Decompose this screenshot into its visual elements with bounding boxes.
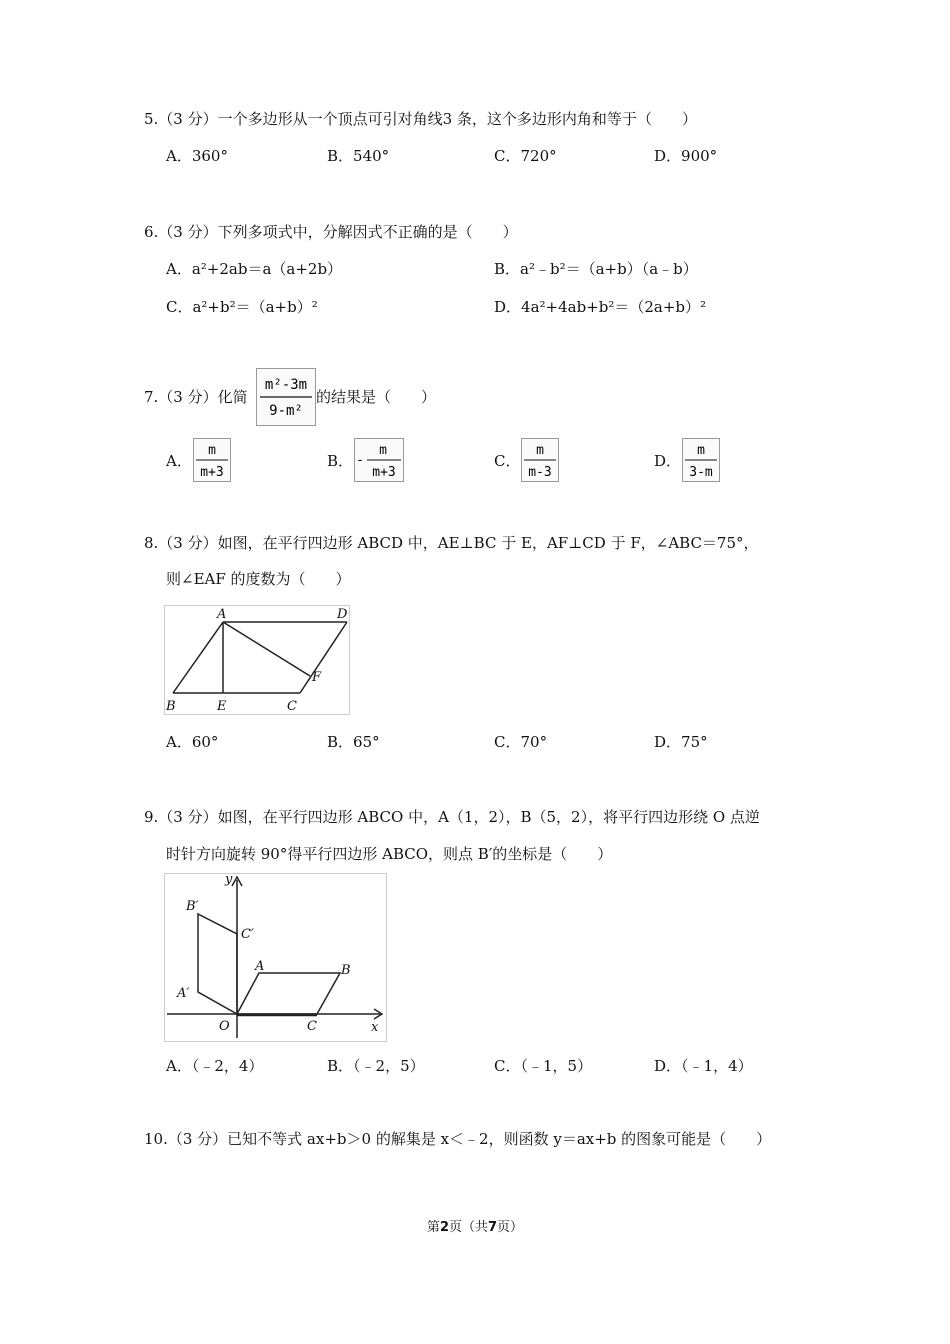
q9-stem-line1: 9.（3 分）如图，在平行四边形 ABCO 中，A（1，2），B（5，2），将平行四边形绕 O 点逆 (144, 808, 760, 826)
q7-option-c-fraction (521, 438, 559, 482)
q9-figure-svg (165, 874, 386, 1041)
q9-label-c: C (307, 1019, 317, 1034)
q6-option-b: B．a²﹣b²＝（a+b）（a﹣b） (494, 260, 698, 278)
q5-option-c: C．720° (494, 147, 557, 165)
q7-option-a-letter: A． (166, 452, 192, 470)
q7-option-d-num: m (697, 443, 705, 458)
q7-expr-den: 9-m² (269, 403, 303, 419)
q9-label-c-prime: C′ (241, 927, 254, 942)
q6-stem: 6.（3 分）下列多项式中，分解因式不正确的是（ ） (144, 223, 518, 241)
q8-stem-line2: 则∠EAF 的度数为（ ） (166, 570, 351, 588)
footer-suffix: 页） (497, 1220, 524, 1235)
footer-prefix: 第 (426, 1220, 440, 1235)
footer-page-number: 2 (439, 1220, 449, 1235)
q9-label-a: A (255, 959, 265, 974)
q9-rotation-figure (164, 873, 387, 1042)
q7-stem-before: 7.（3 分）化简 (144, 388, 248, 406)
q9-parallelogram-rotated (198, 914, 237, 1014)
q8-label-b: B (166, 699, 176, 714)
q7-option-a-den: m+3 (200, 465, 224, 480)
q8-side-ab (173, 622, 223, 693)
q7-option-d-den: 3-m (689, 465, 713, 480)
q9-option-a: A．（﹣2，4） (166, 1057, 264, 1075)
q8-label-a: A (217, 607, 227, 622)
q9-label-b: B (341, 963, 351, 978)
q8-label-f: F (312, 670, 322, 685)
q6-option-a: A．a²+2ab＝a（a+2b） (166, 260, 343, 278)
q8-figure-svg (165, 606, 349, 714)
q7-option-b-den: m+3 (372, 465, 396, 480)
q5-option-b: B．540° (327, 147, 390, 165)
q9-option-b: B．（﹣2，5） (327, 1057, 425, 1075)
q7-option-c-letter: C． (494, 452, 521, 470)
q9-label-a-prime: A′ (177, 986, 190, 1001)
q8-label-c: C (287, 699, 297, 714)
q5-option-d: D．900° (654, 147, 718, 165)
q7-stem-after: 的结果是（ ） (316, 388, 437, 406)
q7-option-b-sign: - (356, 453, 364, 468)
q9-label-b-prime: B′ (186, 899, 199, 914)
q6-option-c: C．a²+b²＝（a+b）² (166, 298, 318, 316)
q10-stem: 10.（3 分）已知不等式 ax+b＞0 的解集是 x＜﹣2，则函数 y＝ax+b 的图象可能是（ ） (144, 1130, 772, 1148)
q9-option-c: C．（﹣1，5） (494, 1057, 593, 1075)
footer-total-pages: 7 (488, 1220, 498, 1235)
q5-stem: 5.（3 分）一个多边形从一个顶点可引对角线3 条，这个多边形内角和等于（ ） (144, 110, 697, 128)
q6-option-d: D．4a²+4ab+b²＝（2a+b）² (494, 298, 707, 316)
q7-option-c-num: m (536, 443, 544, 458)
q7-option-c-den: m-3 (528, 465, 552, 480)
q9-option-d: D．（﹣1，4） (654, 1057, 753, 1075)
q8-option-d: D．75° (654, 733, 708, 751)
page-footer (0, 1216, 950, 1235)
q7-option-a-fraction (193, 438, 231, 482)
q9-label-o: O (219, 1019, 230, 1034)
q8-parallelogram-figure (164, 605, 350, 715)
q8-option-a: A．60° (166, 733, 219, 751)
q8-stem-line1: 8.（3 分）如图，在平行四边形 ABCD 中，AE⊥BC 于 E，AF⊥CD 于 F，∠ABC＝75°， (144, 534, 759, 552)
q9-label-x: x (371, 1020, 379, 1035)
q8-label-d: D (337, 607, 348, 622)
q7-option-d-letter: D． (654, 452, 682, 470)
q5-option-a: A．360° (166, 147, 228, 165)
q8-option-b: B．65° (327, 733, 380, 751)
q7-option-d-fraction (682, 438, 720, 482)
q9-stem-line2: 时针方向旋转 90°得平行四边形 ABCO，则点 B′的坐标是（ ） (166, 845, 613, 863)
q8-label-e: E (217, 699, 227, 714)
q7-expr-num: m²-3m (264, 377, 308, 393)
q8-side-dc (300, 622, 347, 693)
footer-middle: 页（共 (448, 1220, 488, 1235)
q8-segment-af (223, 622, 310, 676)
q7-option-a-num: m (208, 443, 216, 458)
q7-option-b-num: m (379, 443, 387, 458)
q8-option-c: C．70° (494, 733, 548, 751)
q7-option-b-letter: B． (327, 452, 354, 470)
q9-parallelogram-abco (237, 973, 340, 1014)
q7-fraction-image (256, 368, 316, 426)
q7-option-b-fraction (354, 438, 404, 482)
q9-label-y: y (225, 874, 233, 887)
